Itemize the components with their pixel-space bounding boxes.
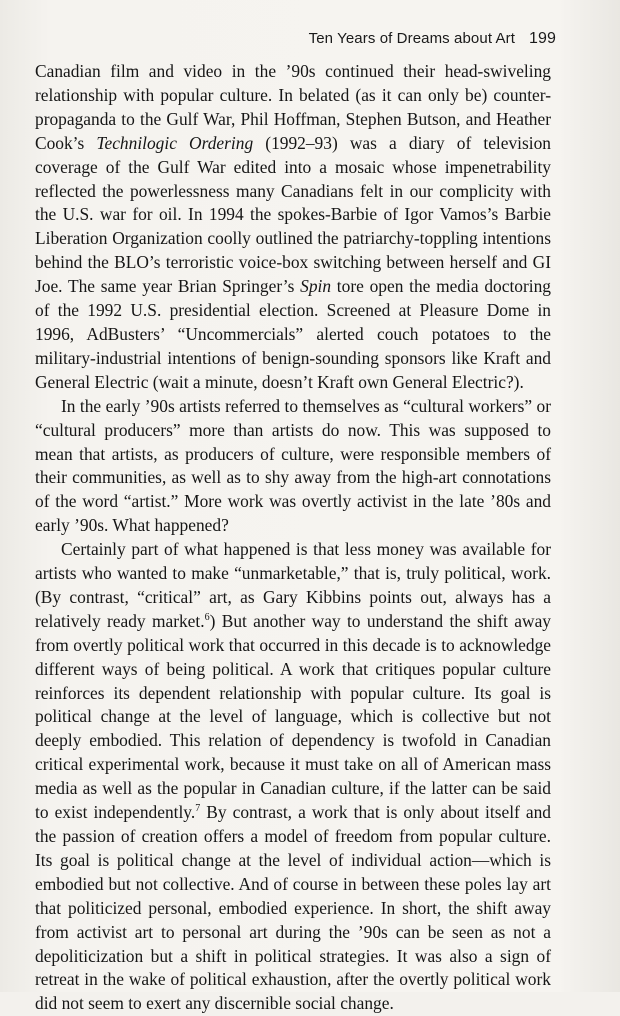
running-head <box>309 30 556 48</box>
text-run: tore open the media doctoring of the 1992 U.S. presidential election. Screened at Pleasure Dome in 1996, AdBusters’ “Uncommercials” alerted couch potatoes to the military-industrial intentions of benign-sounding sponsors like Kraft and General Electric (wait a minute, doesn’t Kraft own General Electric?). <box>35 276 551 392</box>
body-text <box>35 60 551 1016</box>
text-run: Canadian film and video in the ’ <box>35 61 292 81</box>
paragraph <box>35 538 551 1016</box>
text-run: 90 <box>291 61 309 81</box>
title-italic: Spin <box>300 276 332 297</box>
paragraph <box>35 395 551 538</box>
text-run: Certainly part of what happened is that less money was available for artists who wanted to make “unmarketable,” that is, truly political, work. (By contrast, “critical” art, as Gary Kibbins points out, always has a relatively ready market. <box>35 539 551 631</box>
text-run: In the early ’90s artists referred to themselves as “cultural workers” or “cultural producers” more than artists do now. This was supposed to mean that artists, as producers of culture, were responsible members of their communities, as well as to shy away from the high-art connotations of the word “artist.” More work was overtly activist in the late ’80s and early ’90s. What happened? <box>35 395 551 536</box>
footnote-ref: 6 <box>204 612 210 624</box>
text-run: s continued their head-swiveling relationship with popular culture. In belated (as it can only be) counter-propaganda to the Gulf War, Phil Hoffman, Stephen Butson, and Heather Cook’s <box>35 61 551 153</box>
chapter-title: Ten Years of Dreams about Art <box>308 30 515 47</box>
text-run: By contrast, a work that is only about itself and the passion of creation offers a model of freedom from popular culture. Its goal is political change at the level of individual action—which is embodied but not collective. And of course in between these poles lay art that politicized personal, embodied experience. In short, the shift away from activist art to personal art during the ’90s can be seen as not a depoliticization but a shift in political strategies. It was also a sign of retreat in the wake of political exhaustion, after the overtly political work did not seem to exert any discernible social change. <box>35 802 551 1014</box>
text-run: ) But another way to understand the shift away from overtly political work that occurred in this decade is to acknowledge different ways of being political. A work that critiques popular culture reinforces its dependent relationship with popular culture. Its goal is political change at the level of language, which is collective but not deeply embodied. This relation of dependency is twofold in Canadian critical experimental work, because it must take on all of American mass media as well as the popular in Canadian culture, if the latter can be said to exist independently. <box>35 610 551 823</box>
paragraph <box>35 60 551 395</box>
page-number: 199 <box>529 30 556 47</box>
footnote-ref: 7 <box>195 803 201 815</box>
text-run: (1992–93) was a diary of television coverage of the Gulf War edited into a mosaic whose impenetrability reflected the powerlessness many Canadians felt in our complicity with the U.S. war for oil. In 1994 the spokes-Barbie of Igor Vamos’s Barbie Liberation Organization coolly outlined the patriarchy-toppling intentions behind the BLO’s terroristic voice-box switching between herself and GI Joe. The same year Brian Springer’s <box>35 132 551 297</box>
title-italic: Technilogic Ordering <box>96 132 254 153</box>
